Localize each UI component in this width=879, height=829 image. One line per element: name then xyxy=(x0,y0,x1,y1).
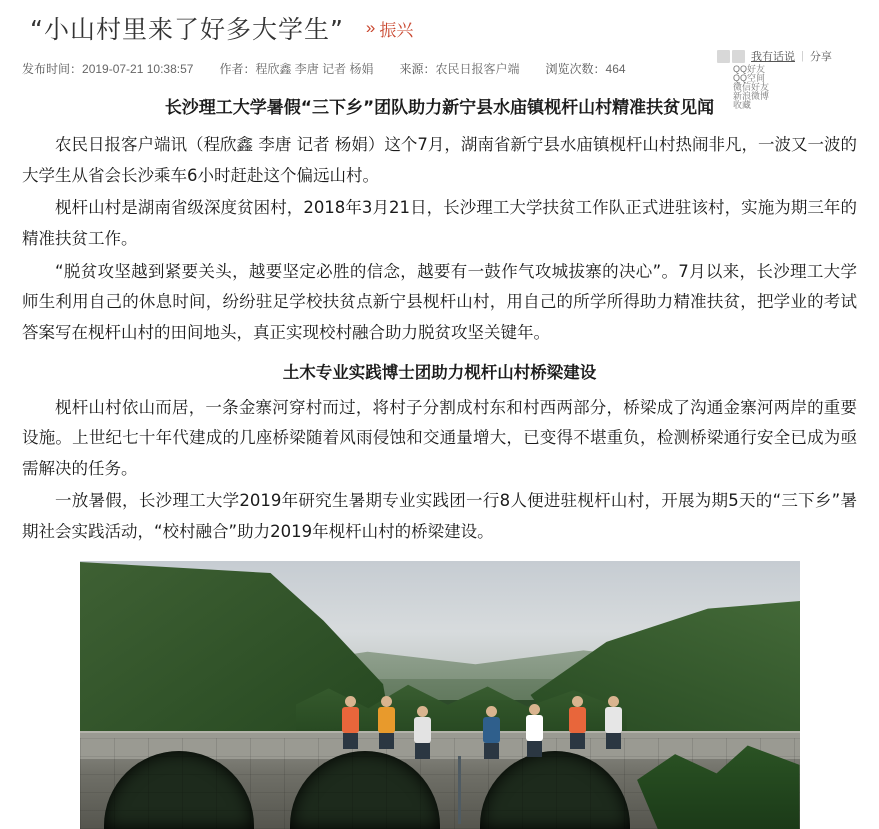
photo-person xyxy=(342,696,359,749)
article-paragraph: 农民日报客户端讯（程欣鑫 李唐 记者 杨娟）这个7月，湖南省新宁县水庙镇枧杆山村热闹非凡，一波又一波的大学生从省会长沙乘车6小时赶赴这个偏远山村。 xyxy=(22,135,857,185)
article-section-head: 土木专业实践博士团助力枧杆山村桥梁建设 xyxy=(282,363,597,383)
article-paragraph: 枧杆山村是湖南省级深度贫困村，2018年3月21日，长沙理工大学扶贫工作队正式进驻该村，实施为期三年的精准扶贫工作。 xyxy=(22,198,857,248)
source-value: 农民日报客户端 xyxy=(435,62,520,76)
share-target-qzone[interactable]: QQ空间 xyxy=(733,73,766,83)
say-something-link[interactable]: 我有话说 xyxy=(751,51,795,63)
article-header xyxy=(0,0,879,46)
photo-person xyxy=(569,696,586,749)
photo-person xyxy=(605,696,622,749)
view-count-label: 浏览次数： xyxy=(545,62,606,76)
photo-measuring-rod xyxy=(458,756,461,824)
author xyxy=(219,60,373,77)
article-paragraph: 枧杆山村依山而居，一条金寨河穿村而过，将村子分割成村东和村西两部分，桥梁成了沟通金寨河两岸的重要设施。上世纪七十年代建成的几座桥梁随着风雨侵蚀和交通量增大，已变得不堪重负，检测桥梁通行安全已成为亟需解决的任务。 xyxy=(22,397,857,478)
source xyxy=(399,60,519,77)
share-target-qq-friend[interactable]: QQ好友 xyxy=(733,64,766,74)
comment-icon[interactable] xyxy=(717,50,730,63)
double-chevron-right-icon: » xyxy=(365,18,374,37)
share-widget xyxy=(717,48,869,110)
photo-person xyxy=(414,706,431,759)
bridge-inspection-photo xyxy=(80,561,800,829)
source-label: 来源： xyxy=(399,62,436,76)
publish-time xyxy=(22,60,193,77)
photo-person xyxy=(378,696,395,749)
share-target-list xyxy=(733,65,773,110)
view-count-value: 464 xyxy=(605,62,626,76)
article-paragraph: “脱贫攻坚越到紧要关头，越要坚定必胜的信念，越要有一鼓作气攻城拔寨的决心”。7月以来，长沙理工大学师生利用自己的休息时间，纷纷驻足学校扶贫点新宁县枧杆山村，用自己的所学所得助力精准扶贫，把学业的考试答案写在枧杆山村的田间地头，真正实现校村融合助力脱贫攻坚关键年。 xyxy=(22,261,857,342)
article-paragraph: 一放暑假，长沙理工大学2019年研究生暑期专业实践团一行8人便进驻枧杆山村，开展为期5天的“三下乡”暑期社会实践活动，“校村融合”助力2019年枧杆山村的桥梁建设。 xyxy=(22,491,857,541)
share-target-weibo[interactable]: 新浪微博 xyxy=(733,91,770,101)
photo-person xyxy=(483,706,500,759)
view-count xyxy=(546,60,626,77)
author-value: 程欣鑫 李唐 记者 杨娟 xyxy=(255,62,374,76)
photo-person xyxy=(526,704,543,757)
publish-time-label: 发布时间： xyxy=(22,62,83,76)
share-widget-top xyxy=(717,48,869,64)
publish-time-value: 2019-07-21 10:38:57 xyxy=(82,62,194,76)
share-label: 分享 xyxy=(809,51,832,63)
page-title: “小山村里来了好多大学生” xyxy=(30,15,344,44)
share-divider: | xyxy=(801,50,804,62)
category-link[interactable]: 振兴 xyxy=(379,20,414,40)
comment-icon-2[interactable] xyxy=(732,50,745,63)
share-target-favorite[interactable]: 收藏 xyxy=(733,100,752,110)
share-target-wechat[interactable]: 微信好友 xyxy=(733,82,770,92)
article-subhead: 长沙理工大学暑假“三下乡”团队助力新宁县水庙镇枧杆山村精准扶贫见闻 xyxy=(164,98,715,118)
author-label: 作者： xyxy=(219,62,256,76)
article-body xyxy=(22,93,857,547)
article-image-container xyxy=(0,561,879,829)
